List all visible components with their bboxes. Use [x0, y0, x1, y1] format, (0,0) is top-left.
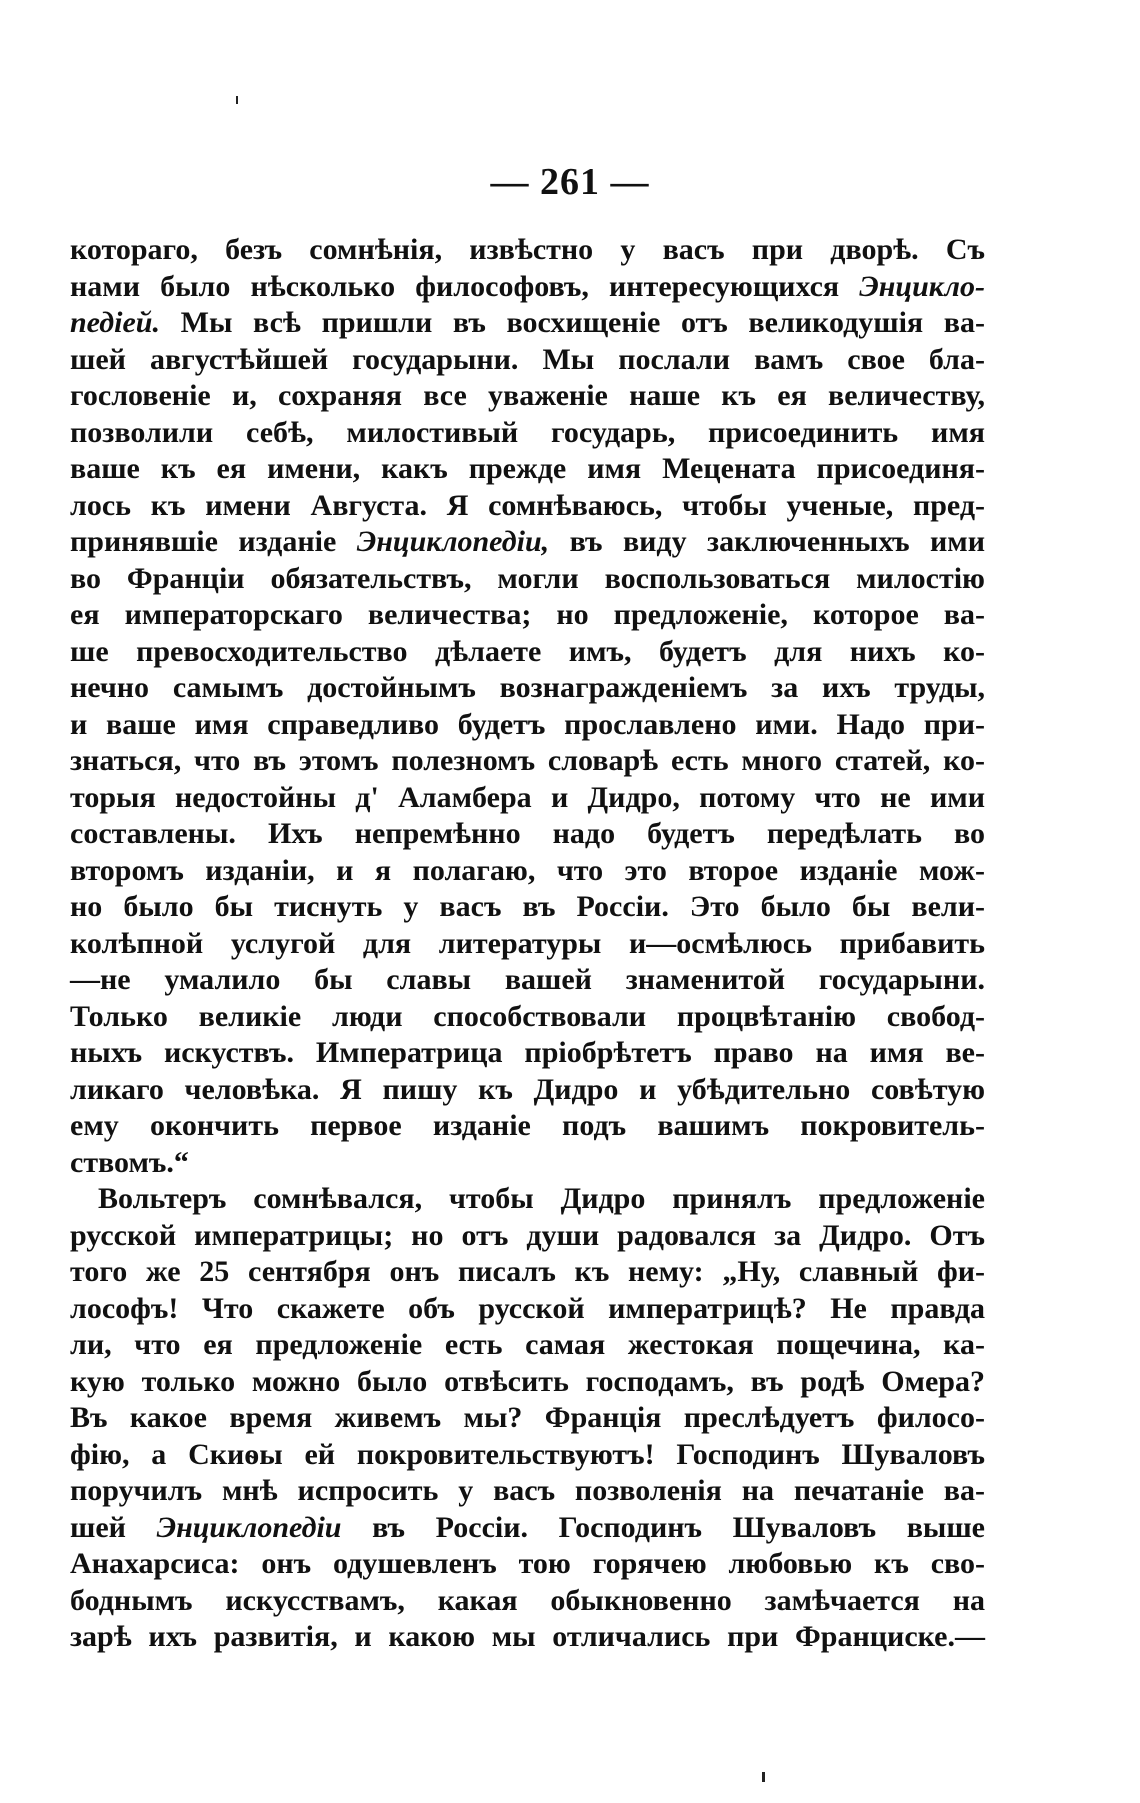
text-line: [70, 1546, 985, 1583]
italic-text: Энциклопедіи: [156, 1510, 342, 1544]
italic-text: Энциклопедіи,: [356, 525, 550, 558]
text-segment: позволили себѣ, милостивый государь, присоединить имя: [70, 415, 985, 449]
text-segment: второмъ изданіи, и я полагаю, что это второе изданіе мож-: [70, 853, 985, 887]
text-line: [70, 1218, 985, 1255]
text-segment: ликаго человѣка. Я пишу къ Дидро и убѣдительно совѣтую: [70, 1072, 985, 1106]
italic-text: Энцикло-: [859, 269, 985, 303]
text-segment: въ Россіи. Господинъ Шуваловъ выше: [341, 1510, 985, 1544]
text-line: [70, 780, 985, 817]
text-segment: ствомъ.“: [70, 1145, 189, 1179]
text-line: [70, 1072, 985, 1109]
print-speck: [236, 96, 238, 104]
text-segment: въ виду заключенныхъ ими: [549, 525, 985, 558]
text-segment: Анахарсиса: онъ одушевленъ тою горячею любовью къ сво-: [70, 1547, 985, 1580]
text-line: [70, 999, 985, 1036]
text-line: [70, 1510, 985, 1547]
text-line: [70, 1400, 985, 1437]
text-segment: поручилъ мнѣ испросить у васъ позволенія на печатаніе ва-: [70, 1474, 985, 1507]
text-segment: во Франціи обязательствъ, могли воспользоваться милостію: [70, 561, 985, 595]
text-segment: ли, что ея предложеніе есть самая жестокая пощечина, ка-: [70, 1328, 985, 1361]
text-segment: фію, а Скиѳы ей покровительствуютъ! Господинъ Шуваловъ: [70, 1437, 985, 1471]
text-line: [70, 524, 985, 561]
text-segment: гословеніе и, сохраняя все уваженіе наше къ ея величеству,: [70, 379, 985, 412]
text-line: [70, 1181, 985, 1218]
text-line: [70, 305, 985, 342]
text-line: [70, 1327, 985, 1364]
text-segment: русской императрицы; но отъ души радовался за Дидро. Отъ: [70, 1218, 985, 1252]
text-line: [70, 269, 985, 306]
text-line: [70, 1619, 985, 1656]
text-line: [70, 889, 985, 926]
text-line: [70, 488, 985, 525]
text-line: [70, 1583, 985, 1620]
text-segment: нами было нѣсколько философовъ, интересующихся: [70, 269, 860, 303]
text-segment: ему окончить первое изданіе подъ вашимъ покровитель-: [70, 1109, 985, 1142]
text-line: [70, 962, 985, 999]
text-line: [70, 1108, 985, 1145]
print-speck: [762, 1772, 765, 1782]
text-segment: составлены. Ихъ непремѣнно надо будетъ передѣлать во: [70, 817, 985, 850]
text-segment: торыя недостойны д' Аламбера и Дидро, потому что не ими: [70, 780, 985, 814]
text-line: [70, 1437, 985, 1474]
text-line: [70, 1035, 985, 1072]
text-line: [70, 816, 985, 853]
text-segment: ваше къ ея имени, какъ прежде имя Мецената присоединя-: [70, 452, 985, 485]
text-segment: шей: [70, 1510, 157, 1544]
text-segment: Только великіе люди способствовали процвѣтанію свобод-: [70, 999, 985, 1033]
body-text: [70, 232, 985, 1656]
text-segment: знаться, что въ этомъ полезномъ словарѣ есть много статей, ко-: [70, 744, 985, 777]
text-segment: шей августѣйшей государыни. Мы послали вамъ свое бла-: [70, 342, 985, 376]
text-segment: боднымъ искусствамъ, какая обыкновенно замѣчается на: [70, 1583, 985, 1617]
text-line: [70, 1473, 985, 1510]
text-segment: нечно самымъ достойнымъ вознагражденіемъ за ихъ труды,: [70, 671, 985, 704]
text-segment: ше превосходительство дѣлаете имъ, будетъ для нихъ ко-: [70, 634, 985, 668]
text-line: [70, 232, 985, 269]
text-line: [70, 926, 985, 963]
text-segment: того же 25 сентября онъ писалъ къ нему: „Ну, славный фи-: [70, 1255, 985, 1288]
text-segment: и ваше имя справедливо будетъ прославлено ими. Надо при-: [70, 707, 985, 741]
text-segment: Мы всѣ пришли въ восхищеніе отъ великодушія ва-: [159, 306, 985, 339]
text-line: [70, 1145, 985, 1182]
text-line: [70, 1364, 985, 1401]
text-segment: кую только можно было отвѣсить господамъ, въ родѣ Омера?: [70, 1364, 985, 1398]
text-segment: ея императорскаго величества; но предложеніе, которое ва-: [70, 598, 985, 631]
text-segment: котораго, безъ сомнѣнія, извѣстно у васъ при дворѣ. Съ: [70, 233, 985, 266]
text-line: [70, 561, 985, 598]
text-segment: Въ какое время живемъ мы? Франція преслѣдуетъ филосо-: [70, 1401, 985, 1434]
text-segment: колѣпной услугой для литературы и—осмѣлюсь прибавить: [70, 926, 985, 960]
text-segment: Вольтеръ сомнѣвался, чтобы Дидро принялъ предложеніе: [98, 1182, 985, 1215]
text-line: [70, 707, 985, 744]
text-segment: зарѣ ихъ развитія, и какою мы отличались при Франциске.—: [70, 1620, 985, 1653]
text-line: [70, 1254, 985, 1291]
text-segment: лософъ! Что скажете объ русской императрицѣ? Не правда: [70, 1291, 985, 1325]
text-line: [70, 634, 985, 671]
page-number: — 261 —: [490, 161, 650, 203]
text-line: [70, 597, 985, 634]
text-segment: но было бы тиснуть у васъ въ Россіи. Это было бы вели-: [70, 890, 985, 923]
text-line: [70, 342, 985, 379]
text-segment: —не умалило бы славы вашей знаменитой государыни.: [70, 963, 985, 996]
text-segment: принявшіе изданіе: [70, 525, 357, 558]
text-line: [70, 378, 985, 415]
text-line: [70, 743, 985, 780]
text-segment: лось къ имени Августа. Я сомнѣваюсь, чтобы ученые, пред-: [70, 488, 985, 522]
text-line: [70, 670, 985, 707]
text-segment: ныхъ искуствъ. Императрица пріобрѣтетъ право на имя ве-: [70, 1036, 985, 1069]
text-line: [70, 415, 985, 452]
text-line: [70, 1291, 985, 1328]
text-line: [70, 853, 985, 890]
italic-text: педіей.: [70, 306, 160, 339]
text-line: [70, 451, 985, 488]
